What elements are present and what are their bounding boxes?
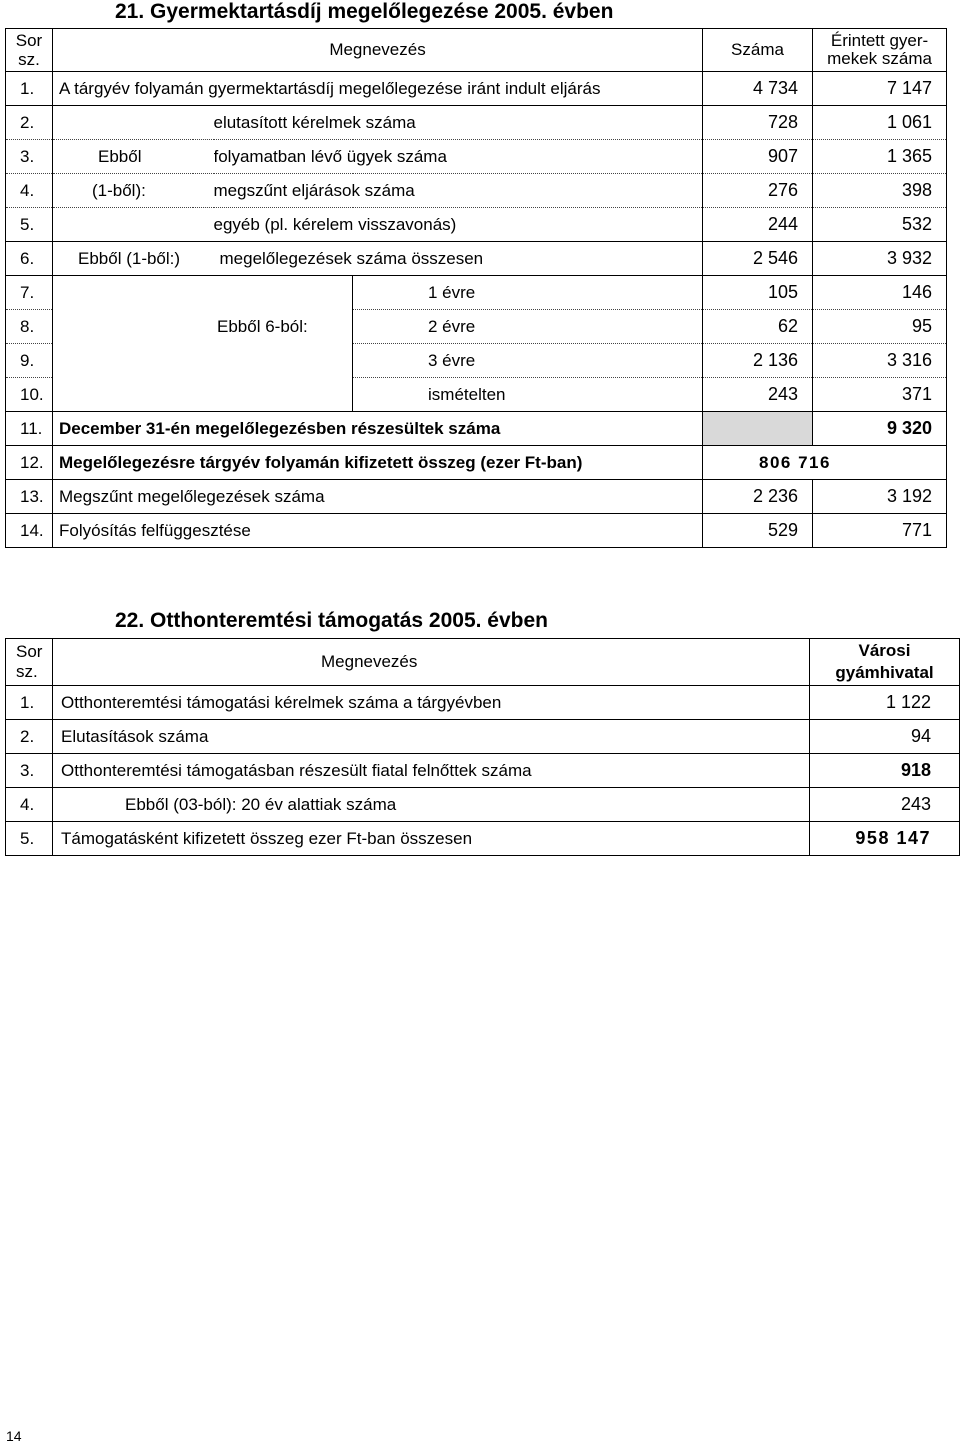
table-row: 4. (1-ből): megszűnt eljárások száma 276 398	[6, 174, 947, 208]
header-sor: Sor sz.	[6, 639, 53, 686]
group-label-1bol: (1-ből):	[53, 174, 214, 208]
header-sor: Sor sz.	[6, 29, 53, 72]
table-row: 14. Folyósítás felfüggesztése 529 771	[6, 514, 947, 548]
header-affected: Érintett gyer- mekek száma	[813, 29, 947, 72]
sub-group-label: Ebből 6-ból:	[53, 310, 353, 344]
table-row: 11. December 31-én megelőlegezésben részesültek száma 9 320	[6, 412, 947, 446]
table-header	[6, 29, 947, 72]
table-row: 3. Ebből folyamatban lévő ügyek száma 907 1 365	[6, 140, 947, 174]
section1-title: 21. Gyermektartásdíj megelőlegezése 2005. évben	[115, 0, 614, 23]
home-support-table	[5, 638, 960, 856]
table-row: 5. egyéb (pl. kérelem visszavonás) 244 532	[6, 208, 947, 242]
table-row: 12. Megelőlegezésre tárgyév folyamán kifizetett összeg (ezer Ft-ban) 806 716	[6, 446, 947, 480]
table-row: 10. ismételten 243 371	[6, 378, 947, 412]
child-support-table	[5, 28, 947, 548]
group-label-ebbol: Ebből	[53, 140, 214, 174]
table-row: 4. Ebből (03-ból): 20 év alattiak száma 243	[6, 788, 960, 822]
table-row: 13. Megszűnt megelőlegezések száma 2 236 3 192	[6, 480, 947, 514]
table-row: 2. elutasított kérelmek száma 728 1 061	[6, 106, 947, 140]
table-row: 2. Elutasítások száma 94	[6, 720, 960, 754]
table-row: 1. Otthonteremtési támogatási kérelmek száma a tárgyévben 1 122	[6, 686, 960, 720]
header-office: Városi gyámhivatal	[810, 639, 960, 686]
table-row: 1. A tárgyév folyamán gyermektartásdíj megelőlegezése iránt indult eljárás 4 734 7 147	[6, 72, 947, 106]
header-name: Megnevezés	[53, 29, 703, 72]
table-row: 7. 1 évre 105 146	[6, 276, 947, 310]
table-row: 8. Ebből 6-ból: 2 évre 62 95	[6, 310, 947, 344]
table-row: 3. Otthonteremtési támogatásban részesült fiatal felnőttek száma 918	[6, 754, 960, 788]
section2-title: 22. Otthonteremtési támogatás 2005. évben	[115, 609, 548, 632]
table-row: 9. 3 évre 2 136 3 316	[6, 344, 947, 378]
header-name: Megnevezés	[53, 639, 810, 686]
table-row: 6. Ebből (1-ből:) megelőlegezések száma összesen 2 546 3 932	[6, 242, 947, 276]
table-row: 5. Támogatásként kifizetett összeg ezer Ft-ban összesen 958 147	[6, 822, 960, 856]
page-number: 14	[6, 1428, 22, 1444]
header-count: Száma	[703, 29, 813, 72]
table-header	[6, 639, 960, 686]
